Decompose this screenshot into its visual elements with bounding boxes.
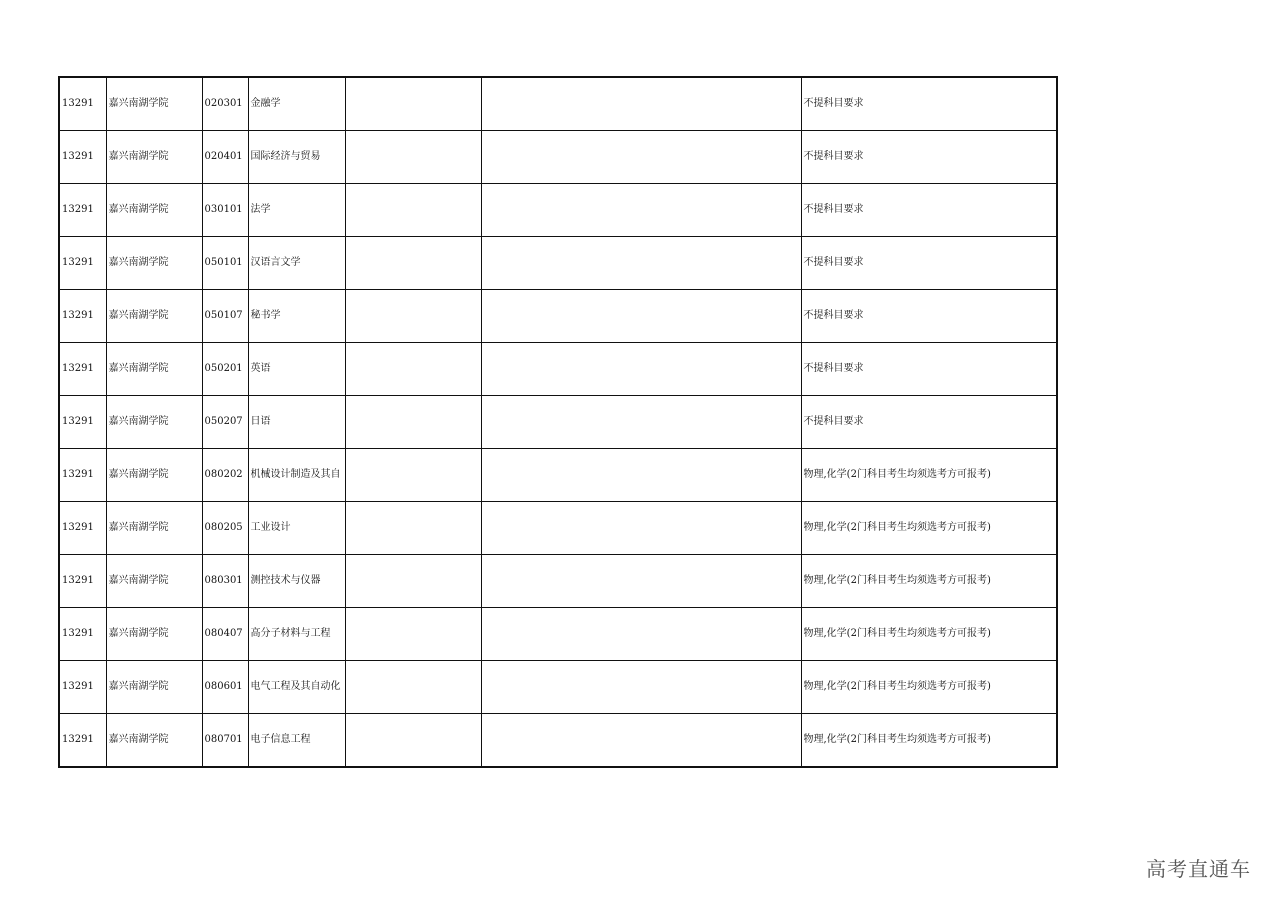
table-row	[59, 608, 1057, 661]
major-name-cell: 高分子材料与工程	[248, 608, 345, 661]
subject-requirement-cell: 不提科目要求	[801, 131, 1057, 184]
school-code-cell: 13291	[59, 237, 106, 290]
subject-requirement-cell: 物理,化学(2门科目考生均须选考方可报考)	[801, 714, 1057, 768]
school-name-cell: 嘉兴南湖学院	[106, 131, 202, 184]
major-name-cell: 电子信息工程	[248, 714, 345, 768]
empty-cell	[345, 77, 481, 131]
major-code-cell: 080407	[202, 608, 248, 661]
school-code-cell: 13291	[59, 661, 106, 714]
major-code-cell: 020301	[202, 77, 248, 131]
empty-cell	[481, 184, 801, 237]
school-code-cell: 13291	[59, 77, 106, 131]
school-name-cell: 嘉兴南湖学院	[106, 396, 202, 449]
school-name-cell: 嘉兴南湖学院	[106, 184, 202, 237]
school-code-cell: 13291	[59, 184, 106, 237]
major-code-cell: 030101	[202, 184, 248, 237]
major-code-cell: 020401	[202, 131, 248, 184]
major-name-cell: 金融学	[248, 77, 345, 131]
school-code-cell: 13291	[59, 290, 106, 343]
table-row	[59, 290, 1057, 343]
major-name-cell: 汉语言文学	[248, 237, 345, 290]
subject-requirements-table	[58, 76, 1058, 768]
subject-requirement-cell: 物理,化学(2门科目考生均须选考方可报考)	[801, 449, 1057, 502]
major-name-cell: 法学	[248, 184, 345, 237]
table-row	[59, 714, 1057, 768]
table-row	[59, 237, 1057, 290]
subject-requirement-cell: 物理,化学(2门科目考生均须选考方可报考)	[801, 555, 1057, 608]
major-code-cell: 080701	[202, 714, 248, 768]
school-name-cell: 嘉兴南湖学院	[106, 555, 202, 608]
school-name-cell: 嘉兴南湖学院	[106, 502, 202, 555]
major-code-cell: 050201	[202, 343, 248, 396]
school-code-cell: 13291	[59, 396, 106, 449]
major-code-cell: 080601	[202, 661, 248, 714]
school-name-cell: 嘉兴南湖学院	[106, 237, 202, 290]
empty-cell	[481, 449, 801, 502]
table-row	[59, 661, 1057, 714]
school-code-cell: 13291	[59, 343, 106, 396]
subject-requirement-cell: 不提科目要求	[801, 396, 1057, 449]
major-name-cell: 机械设计制造及其自	[248, 449, 345, 502]
major-name-cell: 工业设计	[248, 502, 345, 555]
empty-cell	[481, 343, 801, 396]
major-name-cell: 秘书学	[248, 290, 345, 343]
major-code-cell: 050207	[202, 396, 248, 449]
empty-cell	[481, 290, 801, 343]
school-name-cell: 嘉兴南湖学院	[106, 290, 202, 343]
empty-cell	[345, 449, 481, 502]
school-code-cell: 13291	[59, 131, 106, 184]
school-code-cell: 13291	[59, 714, 106, 768]
table-body	[59, 77, 1057, 767]
table-row	[59, 396, 1057, 449]
major-name-cell: 电气工程及其自动化	[248, 661, 345, 714]
subject-requirement-cell: 物理,化学(2门科目考生均须选考方可报考)	[801, 608, 1057, 661]
school-name-cell: 嘉兴南湖学院	[106, 449, 202, 502]
empty-cell	[345, 184, 481, 237]
subject-requirement-cell: 不提科目要求	[801, 184, 1057, 237]
subject-requirement-cell: 不提科目要求	[801, 237, 1057, 290]
table-row	[59, 77, 1057, 131]
school-name-cell: 嘉兴南湖学院	[106, 608, 202, 661]
major-code-cell: 080202	[202, 449, 248, 502]
empty-cell	[481, 237, 801, 290]
empty-cell	[481, 714, 801, 768]
table-row	[59, 502, 1057, 555]
school-code-cell: 13291	[59, 502, 106, 555]
major-name-cell: 日语	[248, 396, 345, 449]
empty-cell	[481, 131, 801, 184]
empty-cell	[345, 396, 481, 449]
major-code-cell: 080205	[202, 502, 248, 555]
table-row	[59, 131, 1057, 184]
empty-cell	[345, 131, 481, 184]
subject-requirement-cell: 不提科目要求	[801, 343, 1057, 396]
school-name-cell: 嘉兴南湖学院	[106, 661, 202, 714]
empty-cell	[345, 661, 481, 714]
subject-requirement-cell: 物理,化学(2门科目考生均须选考方可报考)	[801, 502, 1057, 555]
school-code-cell: 13291	[59, 555, 106, 608]
table-row	[59, 449, 1057, 502]
major-name-cell: 测控技术与仪器	[248, 555, 345, 608]
empty-cell	[345, 502, 481, 555]
empty-cell	[481, 661, 801, 714]
subject-requirement-cell: 不提科目要求	[801, 290, 1057, 343]
empty-cell	[481, 502, 801, 555]
empty-cell	[345, 608, 481, 661]
major-name-cell: 国际经济与贸易	[248, 131, 345, 184]
empty-cell	[345, 290, 481, 343]
empty-cell	[481, 77, 801, 131]
major-code-cell: 080301	[202, 555, 248, 608]
watermark-logo: 高考直通车	[1146, 857, 1251, 881]
empty-cell	[345, 555, 481, 608]
major-name-cell: 英语	[248, 343, 345, 396]
empty-cell	[481, 555, 801, 608]
empty-cell	[345, 343, 481, 396]
major-code-cell: 050107	[202, 290, 248, 343]
empty-cell	[481, 396, 801, 449]
subject-requirement-cell: 不提科目要求	[801, 77, 1057, 131]
major-code-cell: 050101	[202, 237, 248, 290]
table-row	[59, 184, 1057, 237]
school-code-cell: 13291	[59, 608, 106, 661]
school-name-cell: 嘉兴南湖学院	[106, 714, 202, 768]
empty-cell	[481, 608, 801, 661]
table-row	[59, 555, 1057, 608]
subject-requirement-cell: 物理,化学(2门科目考生均须选考方可报考)	[801, 661, 1057, 714]
school-name-cell: 嘉兴南湖学院	[106, 343, 202, 396]
empty-cell	[345, 714, 481, 768]
school-code-cell: 13291	[59, 449, 106, 502]
table-row	[59, 343, 1057, 396]
empty-cell	[345, 237, 481, 290]
school-name-cell: 嘉兴南湖学院	[106, 77, 202, 131]
